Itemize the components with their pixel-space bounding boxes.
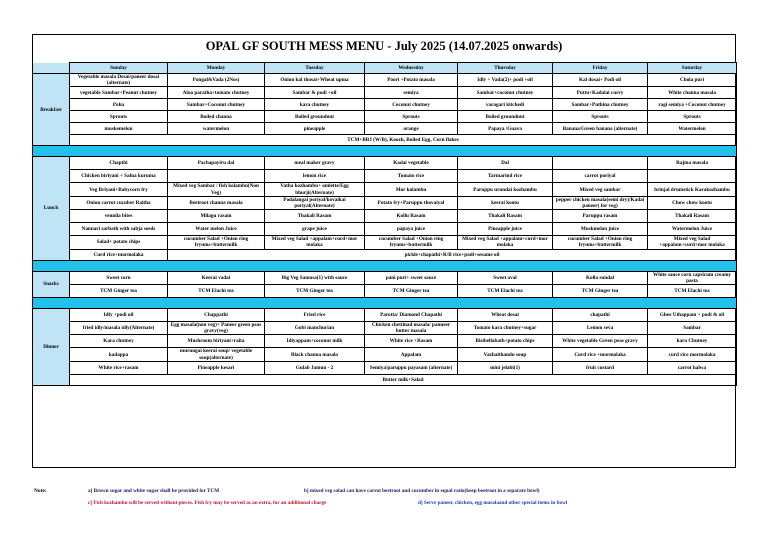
menu-cell: Thakali Rasam — [458, 210, 553, 223]
menu-cell: Sprouts — [553, 111, 648, 123]
menu-cell: Chapthi — [70, 157, 168, 170]
menu-cell: Sambar — [648, 322, 737, 335]
dinner-footer: Butter milk+Salad — [70, 374, 737, 385]
menu-cell: Muskmelon juice — [553, 223, 648, 236]
menu-cell: Paruppu urundai kozhambu — [458, 183, 553, 196]
menu-table — [32, 62, 737, 386]
menu-cell: Aloo paratha+tomato chutney — [168, 87, 265, 99]
menu-cell: Kara chutney — [70, 335, 168, 348]
menu-cell: Onion carrot cucuber Raitha — [70, 196, 168, 209]
menu-cell: Mixed veg Salad +appalam+curd+mor molaka — [265, 236, 365, 249]
menu-cell: Sprouts — [70, 111, 168, 123]
menu-cell: Puttu+Kadalai curry — [553, 87, 648, 99]
menu-cell: meal maker gravy — [265, 157, 365, 170]
meal-label-snacks: Snacks — [33, 271, 70, 297]
menu-cell: Poori +Potato masala — [365, 74, 458, 87]
menu-cell: Appalam — [365, 348, 458, 361]
menu-cell: Thakali Rasam — [648, 210, 737, 223]
menu-cell: pani puri+ sweet sauce — [365, 271, 458, 284]
menu-cell: kadappa — [70, 348, 168, 361]
day-header: Saturday — [648, 63, 737, 74]
menu-cell — [553, 157, 648, 170]
menu-cell: Wheat dosai — [458, 309, 553, 322]
note-c: c] Fish kozhambu will be served without pieces. Fish fry may be served as an extra, for an additional charge — [88, 500, 327, 506]
menu-cell: brinjal drumstick Karakozhambu — [648, 183, 737, 196]
menu-cell: curd rice mormolaka — [648, 348, 737, 361]
menu-cell: ragi semiya +Coconut chutney — [648, 99, 737, 111]
menu-cell: Mixed veg sambar — [553, 183, 648, 196]
menu-cell: Parotta/ Diamond Chapathi — [365, 309, 458, 322]
menu-cell: Vatha kozhambu+ omlette/Egg bhurji(Alternate) — [265, 183, 365, 196]
menu-cell: Thakali Rasam — [265, 210, 365, 223]
menu-cell: pepper chicken masala(semi dry)/Kadai paneer( for veg) — [553, 196, 648, 209]
menu-cell: pineapple — [265, 123, 365, 135]
menu-cell: kara Chutney — [648, 335, 737, 348]
menu-cell: Mor kolambu — [365, 183, 458, 196]
menu-cell: cucumber Salad +Onion ring fryums+buttermilk — [553, 236, 648, 249]
menu-cell: Chow chow kootu — [648, 196, 737, 209]
menu-cell: lemon rice — [265, 170, 365, 183]
menu-cell: kara chutney — [265, 99, 365, 111]
menu-cell — [648, 170, 737, 183]
menu-cell: Water melon Juice — [168, 223, 265, 236]
menu-cell: Curd rice +mormolaka — [553, 348, 648, 361]
breakfast-footer: TCM+BBJ (W/B), Koozh, Boiled Egg, Corn flakes — [70, 135, 737, 146]
menu-cell: watermelon — [168, 123, 265, 135]
menu-cell: White channa masala — [648, 87, 737, 99]
menu-cell: Vegetable masala Dosai/paneer dosai (alternate) — [70, 74, 168, 87]
day-header: Tuesday — [265, 63, 365, 74]
menu-cell: White sauce corn capsicum creamy pasta — [648, 271, 737, 284]
day-header: Friday — [553, 63, 648, 74]
separator — [33, 260, 737, 271]
menu-cell: Tomato rice — [365, 170, 458, 183]
menu-cell: Gobi manchurian — [265, 322, 365, 335]
menu-cell: Podalangai poriyal/kovaikai poriyal(Alternate) — [265, 196, 365, 209]
menu-cell: Sambar & podi +oil — [265, 87, 365, 99]
meal-label-breakfast: Breakfast — [33, 74, 70, 146]
menu-cell: Vazhaithandu soup — [458, 348, 553, 361]
menu-cell: Pongal&Vada (2Nos) — [168, 74, 265, 87]
menu-cell: Big Veg Samosa(1) with sauce — [265, 271, 365, 284]
menu-cell: Dal — [458, 157, 553, 170]
menu-cell: Veg Briyani+Babycorn fry — [70, 183, 168, 196]
menu-cell: Boiled groundnut — [458, 111, 553, 123]
menu-cell: Paruppu rasam — [553, 210, 648, 223]
day-header: Wednesday — [365, 63, 458, 74]
menu-cell: Boiled channa — [168, 111, 265, 123]
menu-cell: carrot poriyal — [553, 170, 648, 183]
menu-cell: TCM Ginger tea — [70, 285, 168, 298]
menu-cell: Coconut chutney — [365, 99, 458, 111]
menu-cell: Beetroot channa masala — [168, 196, 265, 209]
menu-cell: Milagu rasam — [168, 210, 265, 223]
menu-cell: Mixed veg Salad +appalam+curd+mor molaka — [458, 236, 553, 249]
menu-cell: Banana/Green banana (alternate) — [553, 123, 648, 135]
menu-cell: Nannari sarbath with sabja seeds — [70, 223, 168, 236]
lunch-curd-rice: Curd rice+mormolaka — [70, 249, 168, 260]
menu-cell: Pachapayiru dal — [168, 157, 265, 170]
menu-cell: cucumber Salad +Onion ring fryums+buttermilk — [168, 236, 265, 249]
menu-cell: Watermelon Juice — [648, 223, 737, 236]
meal-label-lunch: Lunch — [33, 157, 70, 260]
menu-cell: Chicken chettinad masala/ panneer butter masala — [365, 322, 458, 335]
menu-cell: grape juice — [265, 223, 365, 236]
menu-cell: Egg masala(non veg)+ Paneer green peas gravy(veg) — [168, 322, 265, 335]
menu-cell: papaya juice — [365, 223, 458, 236]
menu-cell: Gulab Jamun - 2 — [265, 361, 365, 374]
menu-cell: Mixed veg Salad +appalam+curd+mor molaka — [648, 236, 737, 249]
menu-cell: Watermelon — [648, 123, 737, 135]
menu-cell: Chicken biriyani + Salna kuruma — [70, 170, 168, 183]
menu-cell: Sambar+coconut chutney — [458, 87, 553, 99]
menu-cell: Mixed veg Sambar / fish kolambu(Non Veg) — [168, 183, 265, 196]
menu-cell: orange — [365, 123, 458, 135]
menu-cell: Onion kal thosai+Wheat upma — [265, 74, 365, 87]
menu-cell: Poha — [70, 99, 168, 111]
menu-cell: Kollu Rasam — [365, 210, 458, 223]
menu-cell: Bisibellabath+potato chips — [458, 335, 553, 348]
page-title: OPAL GF SOUTH MESS MENU - July 2025 (14.07.2025 onwards) — [205, 39, 563, 53]
menu-cell: Pineapple kesari — [168, 361, 265, 374]
menu-cell: White rice +Rasam — [365, 335, 458, 348]
meal-label-dinner: Dinner — [33, 309, 70, 386]
menu-cell: Chola puri — [648, 74, 737, 87]
separator — [33, 146, 737, 157]
menu-cell: TCM Ginger tea — [553, 285, 648, 298]
menu-cell: White vegetable Green peas gravy — [553, 335, 648, 348]
note-label: Note: — [34, 488, 47, 494]
menu-cell: TCM Elachi tea — [458, 285, 553, 298]
menu-cell: Pineapple juice — [458, 223, 553, 236]
menu-cell: White rice+rasam — [70, 361, 168, 374]
menu-cell: TCM Elachi tea — [168, 285, 265, 298]
menu-cell: chapathi — [553, 309, 648, 322]
menu-cell: keerai kootu — [458, 196, 553, 209]
menu-cell: Black channa masala — [265, 348, 365, 361]
menu-cell: Kolla sundal — [553, 271, 648, 284]
menu-cell: Ghee Uthappam + podi & oil — [648, 309, 737, 322]
menu-cell: vennila bites — [70, 210, 168, 223]
menu-cell: vegetable Sambar+Peanut chutney — [70, 87, 168, 99]
corner-cell — [33, 63, 70, 74]
menu-cell: varagari kitchedi — [458, 99, 553, 111]
menu-cell: carrot halwa — [648, 361, 737, 374]
menu-cell: Idly +podi oil — [70, 309, 168, 322]
menu-cell: Chappathi — [168, 309, 265, 322]
menu-cell: murungai keerai soup/ vegetable soup(alternate) — [168, 348, 265, 361]
menu-cell: Kal dosai+ Podi oil — [553, 74, 648, 87]
menu-cell: Tarmarind rice — [458, 170, 553, 183]
menu-cell: Sweet corn — [70, 271, 168, 284]
menu-cell: Rajma masala — [648, 157, 737, 170]
day-header: Thursday — [458, 63, 553, 74]
day-header: Monday — [168, 63, 265, 74]
menu-cell: Sweet aval — [458, 271, 553, 284]
menu-cell: fruit custard — [553, 361, 648, 374]
menu-cell: Sambar+Puthina chutney — [553, 99, 648, 111]
menu-cell: Potato fry+Paruppu thovaiyal — [365, 196, 458, 209]
menu-cell: Idly + Vada(2)+ podi +oil — [458, 74, 553, 87]
note-a: a] Brown sugar and white sugar shall be provided for TCM — [88, 488, 220, 494]
menu-cell: Sprouts — [365, 111, 458, 123]
separator — [33, 298, 737, 309]
menu-cell: Keerai vadai — [168, 271, 265, 284]
lunch-footer: pickle+chapathi+R/B rice+podi+sesame oil — [168, 249, 737, 260]
menu-cell: mini jelabi(1) — [458, 361, 553, 374]
menu-cell: Boiled groundnut — [265, 111, 365, 123]
menu-cell: Mushroom biriyani+raita — [168, 335, 265, 348]
menu-cell: muskemelon — [70, 123, 168, 135]
menu-cell: Tomato kara chutney+sugar — [458, 322, 553, 335]
menu-cell: Semiya/paruppu payasam (alternate) — [365, 361, 458, 374]
menu-cell: Fried rice — [265, 309, 365, 322]
note-b: b] mixed veg salad can have carrot beetroot and cucumber in equal ratio(keep beetroot in a separate bowl) — [304, 488, 540, 494]
menu-cell: Sprouts — [648, 111, 737, 123]
menu-cell: fried idly/masala idly(Alternate) — [70, 322, 168, 335]
menu-cell: Kadai vegetable — [365, 157, 458, 170]
menu-cell: TCM Elachi tea — [648, 285, 737, 298]
menu-cell — [168, 170, 265, 183]
menu-cell: Papaya /Guava — [458, 123, 553, 135]
menu-cell: Lemon seva — [553, 322, 648, 335]
menu-cell: semiya — [365, 87, 458, 99]
menu-cell: Salad+ potato chips — [70, 236, 168, 249]
menu-cell: TCM Ginger tea — [265, 285, 365, 298]
menu-cell: cucumber Salad +Onion ring fryums+buttermilk — [365, 236, 458, 249]
note-d: d] Serve paneer, chicken, egg masalaand other special items in bowl — [418, 500, 568, 506]
menu-cell: Idiyappam+coconut milk — [265, 335, 365, 348]
menu-cell: TCM Ginger tea — [365, 285, 458, 298]
day-header: Sunday — [70, 63, 168, 74]
menu-cell: Sambar+Coconut chutney — [168, 99, 265, 111]
